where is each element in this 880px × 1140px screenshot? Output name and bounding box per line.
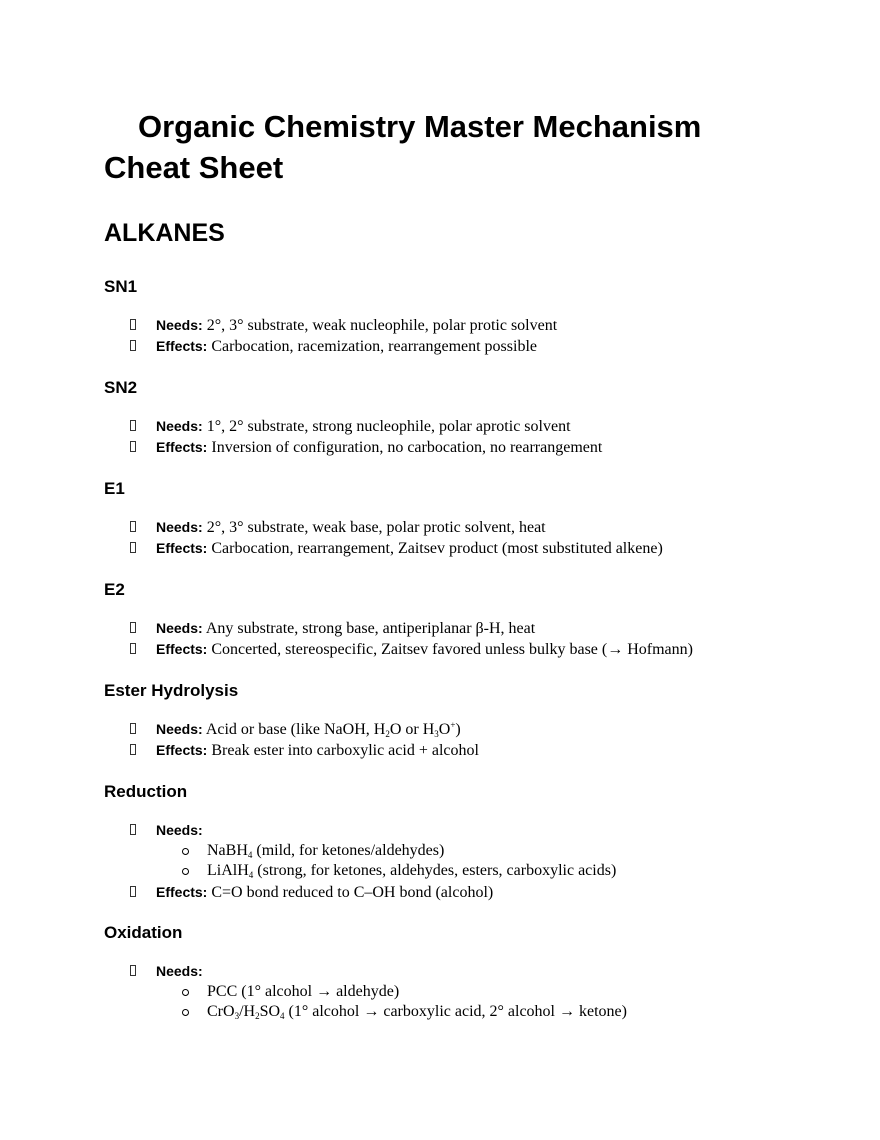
bullet-list bbox=[104, 315, 804, 357]
bullet-icon bbox=[130, 622, 136, 633]
bullet-icon bbox=[130, 643, 136, 654]
effects-text: Concerted, stereospecific, Zaitsev favored unless bulky base (→ Hofmann) bbox=[211, 641, 693, 659]
sub-list bbox=[156, 982, 804, 1022]
circle-bullet-icon bbox=[182, 868, 189, 875]
list-item-needs bbox=[104, 618, 804, 639]
title-line-2: Cheat Sheet bbox=[104, 150, 284, 185]
needs-text: Any substrate, strong base, antiperiplanar β-H, heat bbox=[205, 620, 536, 637]
sub-list bbox=[156, 841, 804, 881]
mechanism-e1 bbox=[104, 478, 804, 558]
needs-label: Needs: bbox=[156, 822, 203, 838]
needs-label: Needs: bbox=[156, 721, 203, 737]
bullet-icon bbox=[130, 319, 136, 330]
mechanism-heading: E1 bbox=[104, 479, 125, 498]
list-item-effects bbox=[104, 639, 804, 660]
mechanism-heading: SN1 bbox=[104, 277, 138, 296]
effects-label: Effects: bbox=[156, 338, 208, 355]
needs-text: 2°, 3° substrate, weak base, polar protic solvent, heat bbox=[206, 519, 546, 536]
needs-label: Needs: bbox=[156, 963, 203, 979]
list-item-effects bbox=[104, 538, 804, 559]
circle-bullet-icon bbox=[182, 848, 189, 855]
effects-label: Effects: bbox=[156, 883, 208, 900]
effects-label: Effects: bbox=[156, 540, 208, 557]
section-heading-alkanes: ALKANES bbox=[104, 219, 225, 247]
needs-text: 2°, 3° substrate, weak nucleophile, polar protic solvent bbox=[206, 317, 558, 334]
mechanism-e2 bbox=[104, 579, 804, 659]
needs-text: Acid or base (like NaOH, $H_2O$ or $H_3O^+$) bbox=[205, 720, 461, 739]
needs-label: Needs: bbox=[156, 620, 203, 636]
bullet-icon bbox=[130, 542, 136, 553]
effects-text: Inversion of configuration, no carbocation, no rearrangement bbox=[211, 439, 603, 457]
bullet-icon bbox=[130, 744, 136, 755]
bullet-list bbox=[104, 961, 804, 1023]
page-title bbox=[104, 106, 804, 188]
bullet-list bbox=[104, 416, 804, 458]
circle-bullet-icon bbox=[182, 989, 189, 996]
bullet-icon bbox=[130, 340, 136, 351]
bullet-icon bbox=[130, 965, 136, 976]
mechanism-reduction bbox=[104, 781, 804, 901]
sub-item-nabh4: NaBH$_4$ (mild, for ketones/aldehydes) bbox=[104, 841, 804, 861]
mechanism-sn2 bbox=[104, 377, 804, 457]
bullet-icon bbox=[130, 521, 136, 532]
circle-bullet-icon bbox=[182, 1009, 189, 1016]
title-line-1: Organic Chemistry Master Mechanism bbox=[138, 109, 702, 144]
list-item-effects bbox=[104, 740, 804, 761]
bullet-icon bbox=[130, 723, 136, 734]
bullet-icon bbox=[130, 420, 136, 431]
list-item-effects bbox=[104, 437, 804, 458]
effects-text: C=O bond reduced to C–OH bond (alcohol) bbox=[211, 883, 494, 901]
list-item-effects bbox=[104, 336, 804, 357]
list-item-needs bbox=[104, 719, 804, 740]
mechanism-oxidation bbox=[104, 922, 804, 1022]
sub-item-jones: $CrO_3/H_2SO_4$ (1° alcohol → carboxylic acid, 2° alcohol → ketone) bbox=[104, 1002, 804, 1022]
needs-label: Needs: bbox=[156, 317, 203, 333]
sub-item-lialh4: LiAlH$_4$ (strong, for ketones, aldehydes, esters, carboxylic acids) bbox=[104, 861, 804, 881]
needs-label: Needs: bbox=[156, 418, 203, 434]
mechanism-heading: Ester Hydrolysis bbox=[104, 681, 239, 700]
bullet-icon bbox=[130, 824, 136, 835]
mechanism-sn1 bbox=[104, 276, 804, 356]
effects-label: Effects: bbox=[156, 439, 208, 456]
mechanism-heading: SN2 bbox=[104, 378, 138, 397]
bullet-list bbox=[104, 517, 804, 559]
list-item-effects bbox=[104, 882, 804, 903]
bullet-list bbox=[104, 820, 804, 903]
needs-text: 1°, 2° substrate, strong nucleophile, polar aprotic solvent bbox=[206, 418, 571, 435]
list-item-needs bbox=[104, 315, 804, 336]
mechanism-heading: Reduction bbox=[104, 782, 188, 801]
list-item-needs bbox=[104, 416, 804, 437]
effects-label: Effects: bbox=[156, 742, 208, 759]
bullet-list bbox=[104, 719, 804, 761]
effects-text: Carbocation, rearrangement, Zaitsev product (most substituted alkene) bbox=[211, 540, 663, 558]
bullet-icon bbox=[130, 886, 136, 897]
effects-label: Effects: bbox=[156, 641, 208, 658]
sub-item-pcc: PCC (1° alcohol → aldehyde) bbox=[104, 982, 804, 1002]
list-item-needs bbox=[104, 517, 804, 538]
mechanism-heading: Oxidation bbox=[104, 923, 183, 942]
list-item-needs bbox=[104, 820, 804, 882]
effects-text: Break ester into carboxylic acid + alcohol bbox=[211, 742, 479, 760]
mechanism-heading: E2 bbox=[104, 580, 125, 599]
bullet-icon bbox=[130, 441, 136, 452]
bullet-list bbox=[104, 618, 804, 660]
mechanism-ester-hydrolysis bbox=[104, 680, 804, 760]
needs-label: Needs: bbox=[156, 519, 203, 535]
list-item-needs bbox=[104, 961, 804, 1023]
effects-text: Carbocation, racemization, rearrangement possible bbox=[211, 338, 537, 356]
